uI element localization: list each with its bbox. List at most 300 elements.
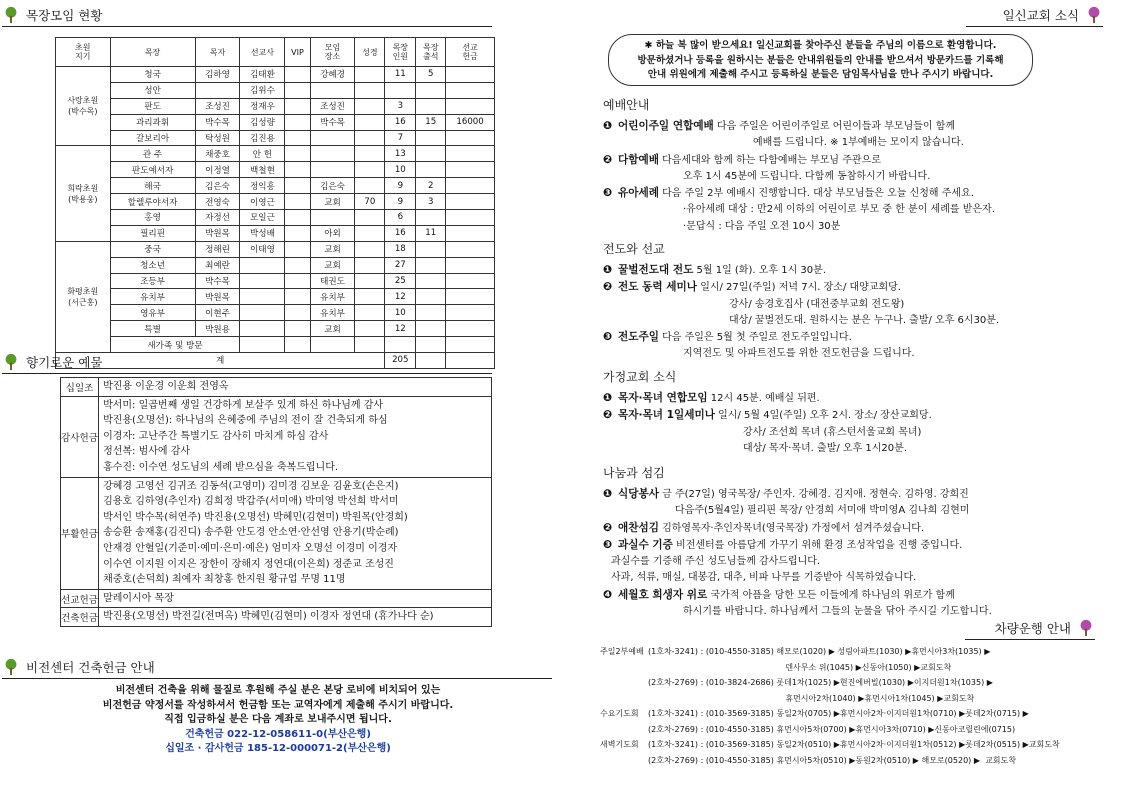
car-row [600, 753, 1100, 769]
table-cell: 11 [416, 225, 446, 241]
tree-icon [2, 658, 20, 676]
table-cell [310, 130, 355, 146]
table-cell [355, 241, 385, 257]
table-cell: 15 [416, 114, 446, 130]
table-cell: 자정선 [195, 210, 240, 226]
item-keyword: 목자·목녀 1일세미나 [618, 409, 715, 422]
table-cell: 김은숙 [310, 178, 355, 194]
table-cell: 최예란 [195, 257, 240, 273]
house-title: 가정교회 소식 [603, 370, 677, 384]
table-cell [446, 257, 495, 273]
item-number: ❶ [603, 263, 613, 276]
section-header-building-fund [2, 656, 552, 679]
offering-line: 박진용(오명선) 박전길(전며옥) 박혜민(김현미) 이경자 정연대 (휴가나다 순) [103, 611, 434, 623]
table-cell [446, 194, 495, 210]
news-item [603, 329, 1083, 346]
table-row [56, 257, 495, 273]
table-cell [446, 82, 495, 98]
offering-line: 송승환 송재홍(김진디) 송주환 안도경 안소연·안선영 안용기(박순례) [103, 527, 399, 539]
table-cell [195, 82, 240, 98]
item-subline: 하시기를 바랍니다. 하나님께서 그들의 눈물을 닦아 주시길 기도합니다. [683, 606, 992, 618]
car-route: (2호차-2769) : (010-4550-3185) 휴먼시아5차(0700) ▶휴먼시아3차(0710) ▶신동아코릴린에(0715) [648, 724, 1016, 734]
left-column [0, 0, 556, 794]
building-fund-notice [0, 684, 556, 757]
table-cell: 태권도 [310, 273, 355, 289]
table-cell: 교회 [310, 241, 355, 257]
item-number: ❶ [603, 119, 613, 132]
table-cell [416, 82, 446, 98]
item-subline: 대상/ 목자·목녀. 출발/ 오후 1시20분. [743, 442, 907, 454]
offering-label: 건축헌금 [61, 608, 99, 627]
table-cell: 박성배 [240, 225, 285, 241]
item-keyword: 어린이주일 연합예배 [618, 120, 714, 132]
table-cell: 7 [385, 130, 416, 146]
table-cell [355, 273, 385, 289]
table-cell: 11 [385, 67, 416, 83]
offering-row [61, 608, 492, 627]
table-cell: 홍영 [110, 210, 195, 226]
item-subline: ·문답식 : 다음 주일 오전 10시 30분 [683, 220, 841, 232]
table-cell: 25 [385, 273, 416, 289]
table-cell: 유치부 [310, 305, 355, 321]
offering-label: 십일조 [61, 378, 99, 397]
offering-line: 이수연 이지원 이지은 장한이 장해지 정연대(이은희) 정준교 조성진 [103, 558, 394, 570]
table-cell [355, 210, 385, 226]
car-route: 덴사무소 위(1045) ▶신동아(1050) ▶교회도착 [648, 662, 952, 672]
car-service: 수요기도회 [600, 709, 639, 718]
table-cell: 70 [355, 194, 385, 210]
item-subline: 다음주(5월4일) 필리핀 목장/ 안경희 서미애 박미영A 김나희 김현미 [675, 505, 970, 517]
table-cell: 2 [416, 178, 446, 194]
item-keyword: 세월호 희생자 위로 [618, 588, 708, 601]
share-title: 나눔과 섬김 [603, 466, 665, 480]
table-cell: 판도 [110, 98, 195, 114]
offering-names [99, 608, 492, 627]
car-row [600, 644, 1100, 660]
table-cell: 16000 [446, 114, 495, 130]
offering-label: 선교헌금 [61, 589, 99, 608]
news-item [603, 185, 1083, 202]
table-cell [416, 146, 446, 162]
news-item [603, 390, 1083, 407]
group-name: 사랑초원 (박수목) [56, 67, 111, 146]
table-cell: 모일근 [240, 210, 285, 226]
table-cell: 청국 [110, 67, 195, 83]
cell-status-table [55, 37, 495, 369]
table-row [56, 241, 495, 257]
welcome-notice [608, 34, 1033, 86]
notice-line: ✱ 하늘 복 많이 받으세요! 일신교회를 찾아주신 분들을 주님의 이름으로 환영합니다. [644, 40, 997, 51]
table-cell [310, 162, 355, 178]
table-cell: 전영숙 [195, 194, 240, 210]
item-keyword: 애찬섬김 [618, 521, 659, 534]
section-title: 비전센터 건축헌금 안내 [26, 660, 155, 675]
donate-line: 직접 입금하실 분은 다음 계좌로 보내주시면 됩니다. [164, 714, 392, 725]
item-text: 다음세대와 함께 하는 다함예배는 부모님 주관으로 [658, 154, 881, 166]
table-row [56, 305, 495, 321]
table-cell [285, 241, 310, 257]
table-header: 초원 지기 [56, 38, 111, 67]
table-cell [416, 321, 446, 337]
item-number: ❷ [603, 280, 613, 294]
table-cell [285, 82, 310, 98]
table-cell [285, 114, 310, 130]
table-cell [285, 67, 310, 83]
item-keyword: 전도주일 [618, 331, 659, 344]
tree-icon [2, 6, 20, 24]
table-cell [310, 210, 355, 226]
item-text: 12시 45분. 예배실 뒤편. [707, 393, 820, 404]
section-title: 차량운행 안내 [994, 621, 1071, 636]
item-keyword: 다함예배 [618, 153, 659, 166]
table-row [56, 225, 495, 241]
table-row [56, 162, 495, 178]
table-cell: 박원목 [195, 289, 240, 305]
table-cell [355, 257, 385, 273]
table-cell: 김태환 [240, 67, 285, 83]
car-route: (2호차-2769) : (010-4550-3185) 휴먼시아5차(0510) ▶동원2차(0510) ▶ 해모로(0520) ▶ 교회도착 [648, 755, 1016, 765]
table-row [56, 82, 495, 98]
item-keyword: 전도 동력 세미나 [618, 281, 698, 294]
table-cell: 교회 [310, 194, 355, 210]
table-cell [355, 67, 385, 83]
news-item [603, 118, 1083, 135]
table-cell [355, 98, 385, 114]
table-cell: 박원용 [195, 321, 240, 337]
table-cell: 조성진 [195, 98, 240, 114]
worship-title: 예배안내 [603, 98, 650, 112]
table-cell [285, 321, 310, 337]
table-cell [285, 225, 310, 241]
table-cell [416, 162, 446, 178]
table-cell: 3 [385, 98, 416, 114]
table-cell: 이태영 [240, 241, 285, 257]
table-cell [446, 305, 495, 321]
offering-line: 말레이시아 목장 [103, 592, 174, 604]
item-subline: ·유아세례 대상 : 만2세 이하의 어린이로 부모 중 한 분이 세례를 받은자. [683, 204, 995, 216]
table-cell [355, 82, 385, 98]
table-cell: 9 [385, 178, 416, 194]
table-cell: 해국 [110, 178, 195, 194]
table-cell [355, 130, 385, 146]
car-route: (2호차-2769) : (010-3824-2686) 롯데1차(1025) ▶현진에버빌(1030) ▶이지더원1차(1035) ▶ [648, 678, 993, 687]
table-cell [355, 289, 385, 305]
table-cell [446, 67, 495, 83]
table-cell: 관 주 [110, 146, 195, 162]
table-cell: 탁성원 [195, 130, 240, 146]
item-keyword: 과실수 기증 [618, 538, 673, 551]
table-cell [285, 130, 310, 146]
table-cell [310, 82, 355, 98]
offering-names [99, 477, 492, 589]
table-row [56, 98, 495, 114]
table-cell [446, 130, 495, 146]
total-value: 205 [385, 353, 416, 369]
table-header: 성경 [355, 38, 385, 67]
item-number: ❸ [603, 330, 613, 344]
table-cell: 박원목 [195, 225, 240, 241]
offering-line: 이경자: 고난주간 특별기도 감사히 마치게 하심 감사 [103, 430, 329, 442]
car-route: (1호차-3241) : (010-3569-3185) 동일2차(0510) ▶휴먼시아2차·이지더원1차(0512) ▶롯데2차(0515) ▶교회도착 [648, 740, 1060, 749]
tree-icon [1077, 619, 1095, 637]
table-cell [416, 273, 446, 289]
table-cell: 김하영 [195, 67, 240, 83]
table-cell [240, 321, 285, 337]
news-item [603, 520, 1083, 537]
offering-label: 감사헌금 [61, 396, 99, 477]
table-header: 선교 헌금 [446, 38, 495, 67]
mission-title: 전도와 선교 [603, 242, 665, 256]
table-cell: 16 [385, 225, 416, 241]
table-cell [285, 305, 310, 321]
item-subline: 예배를 드립니다. ※ 1부예배는 모이지 않습니다. [753, 137, 964, 149]
mission-section [603, 240, 1083, 363]
table-cell: 12 [385, 289, 416, 305]
table-row [56, 273, 495, 289]
item-number: ❶ [603, 391, 613, 404]
news-item [603, 537, 1083, 554]
item-number: ❷ [603, 520, 613, 534]
item-subline: 대상/ 꿀벌전도대. 원하시는 분은 누구나. 출발/ 오후 6시30분. [729, 314, 1000, 326]
table-cell: 13 [385, 146, 416, 162]
section-title: 목장모임 현황 [26, 8, 103, 23]
table-cell: 판도예서자 [110, 162, 195, 178]
section-header-news [966, 4, 1103, 27]
table-row [56, 194, 495, 210]
offering-line: 강혜경 고영선 김귀조 김동석(고영미) 김미경 김보운 김윤호(손은지) [103, 480, 399, 492]
item-keyword: 꿀벌전도대 전도 [618, 264, 694, 276]
table-cell: 3 [416, 194, 446, 210]
offering-line: 박진용(오명선): 하나님의 은혜중에 주님의 전이 잘 건축되게 하심 [103, 415, 388, 427]
offering-names [99, 396, 492, 477]
car-row [600, 691, 1100, 707]
table-cell: 5 [416, 67, 446, 83]
table-cell [355, 146, 385, 162]
item-text: 김하영목자·추인자목녀(영국목장) 가정에서 섬겨주셨습니다. [658, 522, 925, 534]
offering-line: 박서미: 일곱번째 생일 건강하게 보살주 있게 하신 하나님께 감사 [103, 399, 384, 411]
item-number: ❶ [603, 487, 613, 500]
account-tithe: 십일조 · 감사헌금 185-12-000071-2(부산은행) [165, 743, 391, 754]
car-service: 주일2부예배 [600, 647, 644, 656]
offering-line: 박진용 이운경 이운희 전영옥 [103, 381, 229, 392]
table-row [56, 67, 495, 83]
table-cell [355, 114, 385, 130]
section-title: 일신교회 소식 [1002, 8, 1079, 23]
item-number: ❸ [603, 186, 613, 200]
table-cell: 김진용 [240, 130, 285, 146]
table-cell: 10 [385, 162, 416, 178]
table-cell: 박수목 [310, 114, 355, 130]
table-cell: 9 [385, 194, 416, 210]
table-cell [285, 273, 310, 289]
table-cell [446, 273, 495, 289]
item-number: ❷ [603, 152, 613, 166]
table-cell [446, 289, 495, 305]
car-route: (1호차-3241) : (010-3569-3185) 동일2차(0705) ▶휴먼시아2차·이지더원1차(0710) ▶롯데2차(0715) ▶ [648, 709, 1029, 718]
table-cell: 박수목 [195, 114, 240, 130]
table-cell: 할렐루야서자 [110, 194, 195, 210]
table-cell: 12 [385, 321, 416, 337]
table-cell: 백철현 [240, 162, 285, 178]
news-item [603, 279, 1083, 296]
offering-row [61, 477, 492, 589]
car-schedule [600, 644, 1100, 768]
table-cell: 6 [385, 210, 416, 226]
section-header-offerings [2, 351, 492, 374]
news-item [603, 407, 1083, 424]
table-cell: 16 [385, 114, 416, 130]
table-cell [355, 178, 385, 194]
item-keyword: 식당봉사 [618, 488, 659, 500]
item-keyword: 유아세례 [618, 187, 659, 200]
item-subline: 사과, 석류, 매실, 대봉감, 대추, 비파 나무를 기증받아 식목하였습니다. [611, 572, 917, 584]
car-row [600, 660, 1100, 676]
item-number: ❸ [603, 537, 613, 551]
table-cell [285, 98, 310, 114]
table-cell: 새가족 및 방문 [110, 337, 240, 353]
table-cell: 유치부 [110, 289, 195, 305]
table-row [56, 289, 495, 305]
table-cell [446, 98, 495, 114]
table-row [56, 130, 495, 146]
item-text: 국가적 아픔을 당한 모든 이들에게 하나님의 위로가 함께 [707, 589, 955, 601]
item-text: 다음 주일 2부 예배시 진행합니다. 대상 부모님들은 오늘 신청해 주세요. [658, 188, 974, 200]
table-cell: 10 [385, 305, 416, 321]
table-cell: 필리핀 [110, 225, 195, 241]
section-header-car [965, 617, 1095, 640]
item-keyword: 목자·목녀 연합모임 [618, 392, 708, 404]
item-subline: 강사/ 송경호집사 (대전중부교회 전도왕) [729, 298, 905, 310]
table-row [56, 178, 495, 194]
table-cell [446, 178, 495, 194]
table-cell: 교회 [310, 321, 355, 337]
section-header-cell-status [2, 4, 492, 27]
table-cell [416, 257, 446, 273]
table-cell: 18 [385, 241, 416, 257]
item-text: 일시/ 27일(주일) 저녁 7시. 장소/ 대양교회당. [697, 282, 901, 294]
group-name: 희락초원 (박용웅) [56, 146, 111, 241]
donate-line: 비전센터 건축을 위해 물질로 후원해 주실 분은 본당 로비에 비치되어 있는 [115, 685, 441, 696]
table-header: 목장 인원 [385, 38, 416, 67]
item-subline: 지역전도 및 아파트전도를 위한 전도헌금을 드립니다. [683, 348, 915, 360]
total-label: 계 [56, 353, 385, 369]
table-cell [355, 305, 385, 321]
table-cell [446, 321, 495, 337]
table-cell [416, 241, 446, 257]
offering-row [61, 589, 492, 608]
table-header: 모임 장소 [310, 38, 355, 67]
offering-row [61, 378, 492, 397]
table-cell: 27 [385, 257, 416, 273]
table-cell: 채중호 [195, 146, 240, 162]
table-cell: 정익흥 [240, 178, 285, 194]
table-cell [416, 305, 446, 321]
table-cell [285, 257, 310, 273]
table-cell: 청소년 [110, 257, 195, 273]
car-row [600, 722, 1100, 738]
table-cell: 박수목 [195, 273, 240, 289]
offering-label: 부활헌금 [61, 477, 99, 589]
table-cell [310, 146, 355, 162]
table-cell [446, 241, 495, 257]
table-cell [446, 225, 495, 241]
table-cell [355, 162, 385, 178]
table-cell: 중국 [110, 241, 195, 257]
item-text: 금 주(27일) 영국목장/ 주인자. 강혜경. 김지애. 정현숙. 김하영. 강희진 [658, 489, 969, 500]
offering-line: 김용호 김하영(추인자) 김희정 박갑주(서미애) 박미영 박선희 박서미 [103, 496, 399, 508]
table-cell [285, 289, 310, 305]
table-cell [285, 146, 310, 162]
table-row [56, 146, 495, 162]
table-cell: 강혜경 [310, 67, 355, 83]
item-subline: 과실수를 기증해 주신 성도님들께 감사드립니다. [611, 556, 821, 568]
table-header: 목자 [195, 38, 240, 67]
table-cell [416, 130, 446, 146]
item-text: 다음 주일은 어린이주일로 어린이들과 부모님들이 함께 [713, 121, 956, 132]
item-text: 일시/ 5월 4일(주일) 오후 2시. 장소/ 장산교회당. [714, 410, 932, 422]
table-cell [240, 289, 285, 305]
table-row [56, 321, 495, 337]
table-cell: 유치부 [310, 289, 355, 305]
table-cell [285, 210, 310, 226]
offering-line: 홍수진: 이수연 성도님의 세례 받으심을 축복드립니다. [103, 461, 339, 473]
notice-line: 방문하셨거나 등록을 원하시는 분들은 안내위원들의 안내를 받으셔서 방문카드를 기록해 [637, 54, 1004, 66]
item-text: 다음 주일은 5월 첫 주일로 전도주일입니다. [658, 332, 852, 344]
offering-line: 채중호(손덕희) 최예자 최창홍 한지원 황규업 무명 11명 [103, 574, 346, 586]
sharing-section [603, 464, 1083, 620]
offering-names [99, 589, 492, 608]
offering-line: 정선복: 범사에 감사 [103, 446, 191, 458]
table-header: VIP [285, 38, 310, 67]
table-cell [240, 273, 285, 289]
table-row [56, 114, 495, 130]
car-row [600, 737, 1100, 753]
table-cell [416, 98, 446, 114]
offerings-table [60, 377, 492, 627]
donate-line: 비전헌금 약정서를 작성하셔서 헌금함 또는 교역자에게 제출해 주시기 바랍니다. [102, 699, 454, 711]
table-cell [416, 210, 446, 226]
tree-icon [2, 353, 20, 371]
table-header: 목장 출석 [416, 38, 446, 67]
table-cell: 김은숙 [195, 178, 240, 194]
table-header: 목장 [110, 38, 195, 67]
table-cell: 갈보리아 [110, 130, 195, 146]
table-cell: 이정열 [195, 162, 240, 178]
table-cell [416, 289, 446, 305]
table-cell [355, 321, 385, 337]
item-text: 5월 1일 (화). 오후 1시 30분. [693, 265, 826, 276]
table-row [56, 210, 495, 226]
offering-row [61, 396, 492, 477]
table-cell: 이영근 [240, 194, 285, 210]
table-cell: 정재우 [240, 98, 285, 114]
group-name: 화평초원 (서근홍) [56, 241, 111, 352]
account-building: 건축헌금 022-12-058611-0(부산은행) [185, 728, 371, 740]
item-subline: 강사/ 조선희 목녀 (휴스턴서울교회 목녀) [743, 426, 922, 438]
table-cell [385, 82, 416, 98]
item-text: 비전센터를 아름답게 가꾸기 위해 환경 조성작업을 진행 중입니다. [672, 539, 963, 551]
table-cell: 김위수 [240, 82, 285, 98]
table-cell [446, 146, 495, 162]
table-cell: 영유부 [110, 305, 195, 321]
table-cell: 성안 [110, 82, 195, 98]
offering-line: 박서인 박수목(허연주) 박진용(오명선) 박혜민(김현미) 박원목(안경희) [103, 511, 408, 523]
car-service: 새벽기도회 [600, 740, 639, 749]
item-subline: 오후 1시 45분에 드립니다. 다함께 동참하시기 바랍니다. [683, 170, 931, 182]
notice-line: 안내 위원에게 제출해 주시고 등록하실 분들은 담임목사님을 만나 주시기 바랍니다. [647, 69, 994, 80]
worship-section [603, 96, 1083, 235]
item-number: ❷ [603, 408, 613, 422]
